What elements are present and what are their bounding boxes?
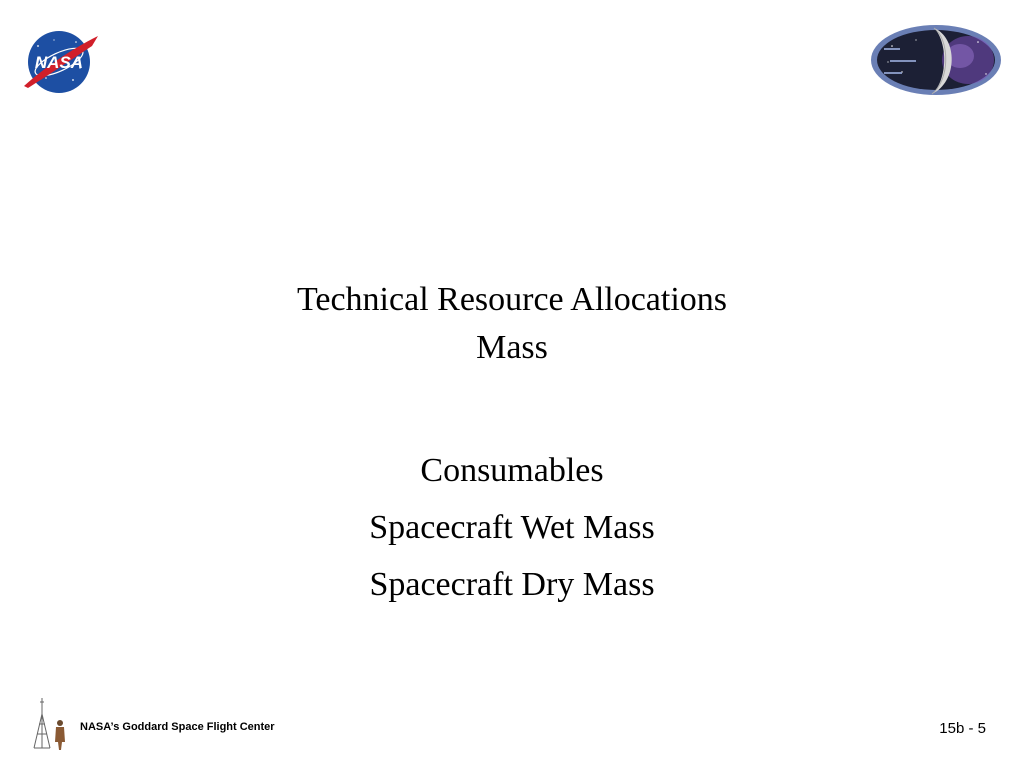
slide-subtitle: Mass [476, 329, 548, 366]
nasa-logo-text: NASA [34, 53, 84, 72]
slide-item: Spacecraft Dry Mass [369, 566, 655, 603]
page-number: 15b - 5 [939, 720, 986, 737]
slide-title-block [0, 276, 1024, 372]
slide-item: Spacecraft Wet Mass [369, 509, 655, 546]
nasa-logo-icon [18, 28, 100, 96]
slide-item: Consumables [420, 452, 604, 489]
slide-title: Technical Resource Allocations [296, 281, 728, 318]
goddard-rocket-icon [28, 696, 76, 752]
slide-item-list [0, 442, 1024, 613]
footer-center-name: NASA’s Goddard Space Flight Center [80, 721, 275, 733]
mission-logo-icon [868, 22, 1004, 98]
